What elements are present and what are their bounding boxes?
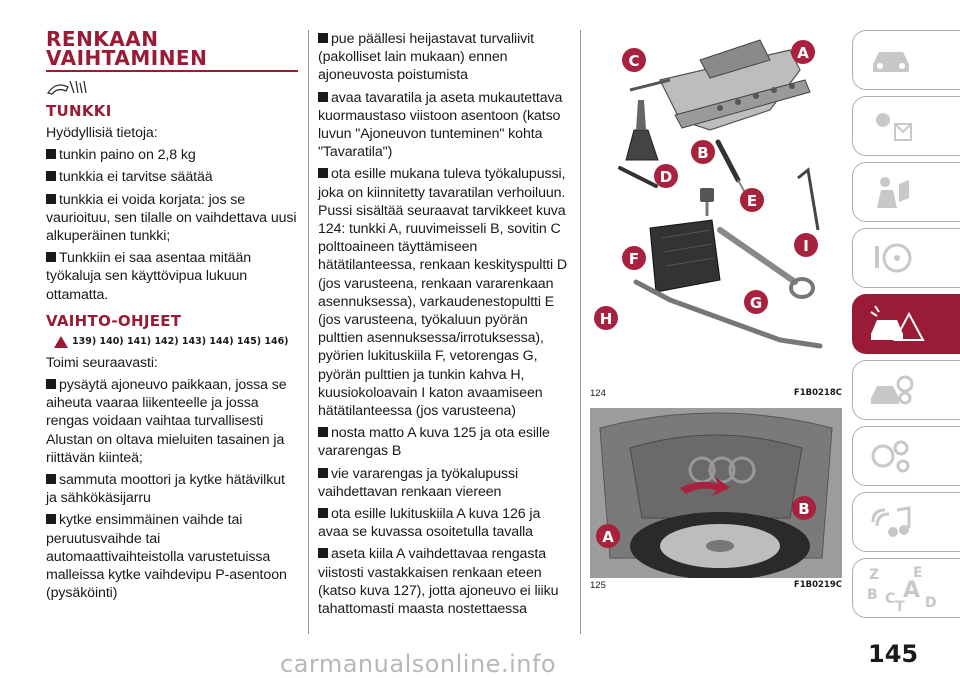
wedge-illustration <box>650 220 720 292</box>
list-item: ota esille mukana tuleva työkalupussi, joka on kiinnitetty tavaratilan verhoiluun. Pussi sisältää seuraavat tarvikkeet kuva 124: tunkki A, ruuvimeisseli B, sovitin C polttoaineen täyttämiseen hätätilanteessa, renkaan keskityspultti D (jos varusteena, renkaan vararenkaan asennuksessa), varkaudenestopultti E (jos varusteena, työkaluun pyörän pulttien asennuksessa/irrotuksessa), pyörien lukituskiila F, vetorengas G, pyörän pulttien ja tunkin kahva H, kuusiokoloavain I katon avaamiseen hätätilanteessa (jos varusteena) <box>318 166 568 420</box>
list-item: pue päällesi heijastavat turvaliivit (pakolliset lain mukaan) ennen ajoneuvosta poistumista <box>318 31 535 84</box>
bullet-icon <box>46 379 56 389</box>
svg-text:E: E <box>913 565 923 581</box>
figure-label-b <box>792 496 816 520</box>
list-item: tunkkia ei tarvitse säätää <box>46 168 298 186</box>
list-item: pysäytä ajoneuvo paikkaan, jossa se aiheuta vaaraa liikenteelle ja jossa rengas voidaan vaihtaa turvallisesti Alustan on oltava mieluiten tasainen ja riittävän kiinteä; <box>46 377 287 466</box>
tab-technical-data[interactable] <box>852 426 960 486</box>
figure-number: 125 <box>590 580 606 591</box>
watermark: carmanualsonline.info <box>280 650 557 678</box>
svg-text:A: A <box>602 528 614 546</box>
maintenance-icon <box>867 372 915 408</box>
bullet-icon <box>46 514 56 524</box>
figure-label-g <box>744 290 768 314</box>
list-item: ota esille lukituskiila A kuva 126 ja avaa se kuvassa osoitetulla tavalla <box>318 506 541 541</box>
warning-refs: 139) 140) 141) 142) 143) 144) 145) 146) <box>54 336 298 348</box>
bullet-icon <box>46 149 56 159</box>
list-item: avaa tavaratila ja aseta mukautettava kuormaustaso viistoon asentoon (katso luvun "Ajoneuvon tunteminen" kohta "Tavaratila") <box>318 89 563 161</box>
heading-tunkki: TUNKKI <box>46 102 112 120</box>
figure-label-b <box>691 140 715 164</box>
list-item: vie vararengas ja työkalupussi vaihdettavan renkaan viereen <box>318 465 519 500</box>
svg-text:B: B <box>867 587 878 603</box>
safety-icon <box>867 174 915 210</box>
figure-caption-124 <box>590 388 842 399</box>
list-item: Tunkkiin ei saa asentaa mitään työkaluja sen käyttövipua lukuun ottamatta. <box>46 250 252 303</box>
hex-key-illustration <box>798 170 818 230</box>
jack-illustration <box>630 40 810 130</box>
warning-lights-icon <box>867 108 915 144</box>
tunkki-intro: Hyödyllisiä tietoja: <box>46 125 158 141</box>
warning-triangle-icon <box>54 336 68 348</box>
bullet-icon <box>46 252 56 262</box>
bullet-icon <box>318 548 328 558</box>
bullet-icon <box>318 508 328 518</box>
figure-label-e <box>740 188 764 212</box>
index-icon <box>867 563 947 613</box>
spare-wheel-illustration <box>630 512 810 578</box>
list-item: tunkin paino on 2,8 kg <box>46 146 298 164</box>
svg-text:H: H <box>599 310 613 328</box>
list-item: aseta kiila A vaihdettavaa rengasta viistosti vastakkaisen renkaan eteen (katso kuva 127), jotta ajoneuvo ei liiku tahattomasti maasta nostettaessa <box>318 546 559 618</box>
heading-vaihto-ohjeet: VAIHTO-OHJEET <box>46 311 182 330</box>
technical-data-icon <box>867 438 915 474</box>
adapter-illustration <box>626 100 658 160</box>
sensor-icon <box>46 77 90 97</box>
figure-label-c <box>622 48 646 72</box>
list-item: kytke ensimmäinen vaihde tai peruutusvaihde tai automaattivaihteistolla varustetuissa malleissa kytke vaihdevipu P-asentoon (pysäköinti) <box>46 512 287 602</box>
tab-index[interactable] <box>852 558 960 618</box>
tab-emergency[interactable] <box>852 294 960 354</box>
anti-theft-bolt-illustration <box>700 188 714 202</box>
column-left <box>46 27 298 602</box>
svg-text:A: A <box>797 44 809 62</box>
figure-label-a <box>596 524 620 548</box>
figure-label-i <box>794 233 818 257</box>
list-item: sammuta moottori ja kytke hätävilkut ja sähkökäsijarru <box>46 472 285 507</box>
column-middle <box>318 30 574 618</box>
bullet-icon <box>46 194 56 204</box>
tab-warning-lights[interactable] <box>852 96 960 156</box>
bolt-illustration <box>620 168 656 186</box>
figure-label-f <box>622 246 646 270</box>
svg-text:T: T <box>895 599 905 613</box>
svg-text:B: B <box>697 144 709 162</box>
list-item: tunkkia ei voida korjata: jos se vaurioituu, sen tilalle on vaihdettava uusi alkuperäinen tunkki; <box>46 191 297 245</box>
figure-number: 124 <box>590 388 606 399</box>
page-title: RENKAAN VAIHTAMINEN <box>46 27 208 70</box>
title-rule <box>46 70 298 72</box>
figure-caption-125 <box>590 580 842 591</box>
tab-steering[interactable] <box>852 228 960 288</box>
ohjeet-intro: Toimi seuraavasti: <box>46 354 158 371</box>
multimedia-icon <box>867 504 915 540</box>
info-icons <box>46 76 298 98</box>
svg-text:B: B <box>798 500 810 518</box>
svg-text:G: G <box>749 294 763 312</box>
svg-text:Z: Z <box>869 567 880 583</box>
tool-kit-figure <box>590 30 842 382</box>
bullet-icon <box>318 33 328 43</box>
steering-icon <box>867 240 915 276</box>
figure-label-d <box>654 164 678 188</box>
bullet-icon <box>318 468 328 478</box>
bullet-icon <box>318 427 328 437</box>
car-front-icon <box>867 42 915 78</box>
bullet-icon <box>318 168 328 178</box>
svg-text:E: E <box>746 192 758 210</box>
page-number: 145 <box>868 640 919 668</box>
emergency-icon <box>867 304 927 344</box>
figure-code: F1B0218C <box>793 388 842 398</box>
svg-text:C: C <box>628 52 640 70</box>
tab-car-front[interactable] <box>852 30 960 90</box>
tab-multimedia[interactable] <box>852 492 960 552</box>
column-divider <box>308 30 309 634</box>
svg-text:C: C <box>885 591 896 607</box>
trunk-figure <box>590 408 842 578</box>
svg-text:D: D <box>659 168 673 186</box>
tab-maintenance[interactable] <box>852 360 960 420</box>
column-divider <box>580 30 581 634</box>
bullet-icon <box>318 92 328 102</box>
figure-label-a <box>791 40 815 64</box>
tab-safety[interactable] <box>852 162 960 222</box>
figure-code: F1B0219C <box>793 580 842 590</box>
list-item: nosta matto A kuva 125 ja ota esille vararengas B <box>318 425 550 460</box>
bullet-icon <box>46 171 56 181</box>
bullet-icon <box>46 474 56 484</box>
screwdriver-illustration <box>718 142 738 180</box>
svg-text:I: I <box>803 237 809 255</box>
svg-text:F: F <box>628 250 640 268</box>
svg-text:A: A <box>903 578 921 603</box>
chapter-sidebar <box>852 30 960 624</box>
figure-label-h <box>594 306 618 330</box>
svg-text:D: D <box>925 595 937 611</box>
